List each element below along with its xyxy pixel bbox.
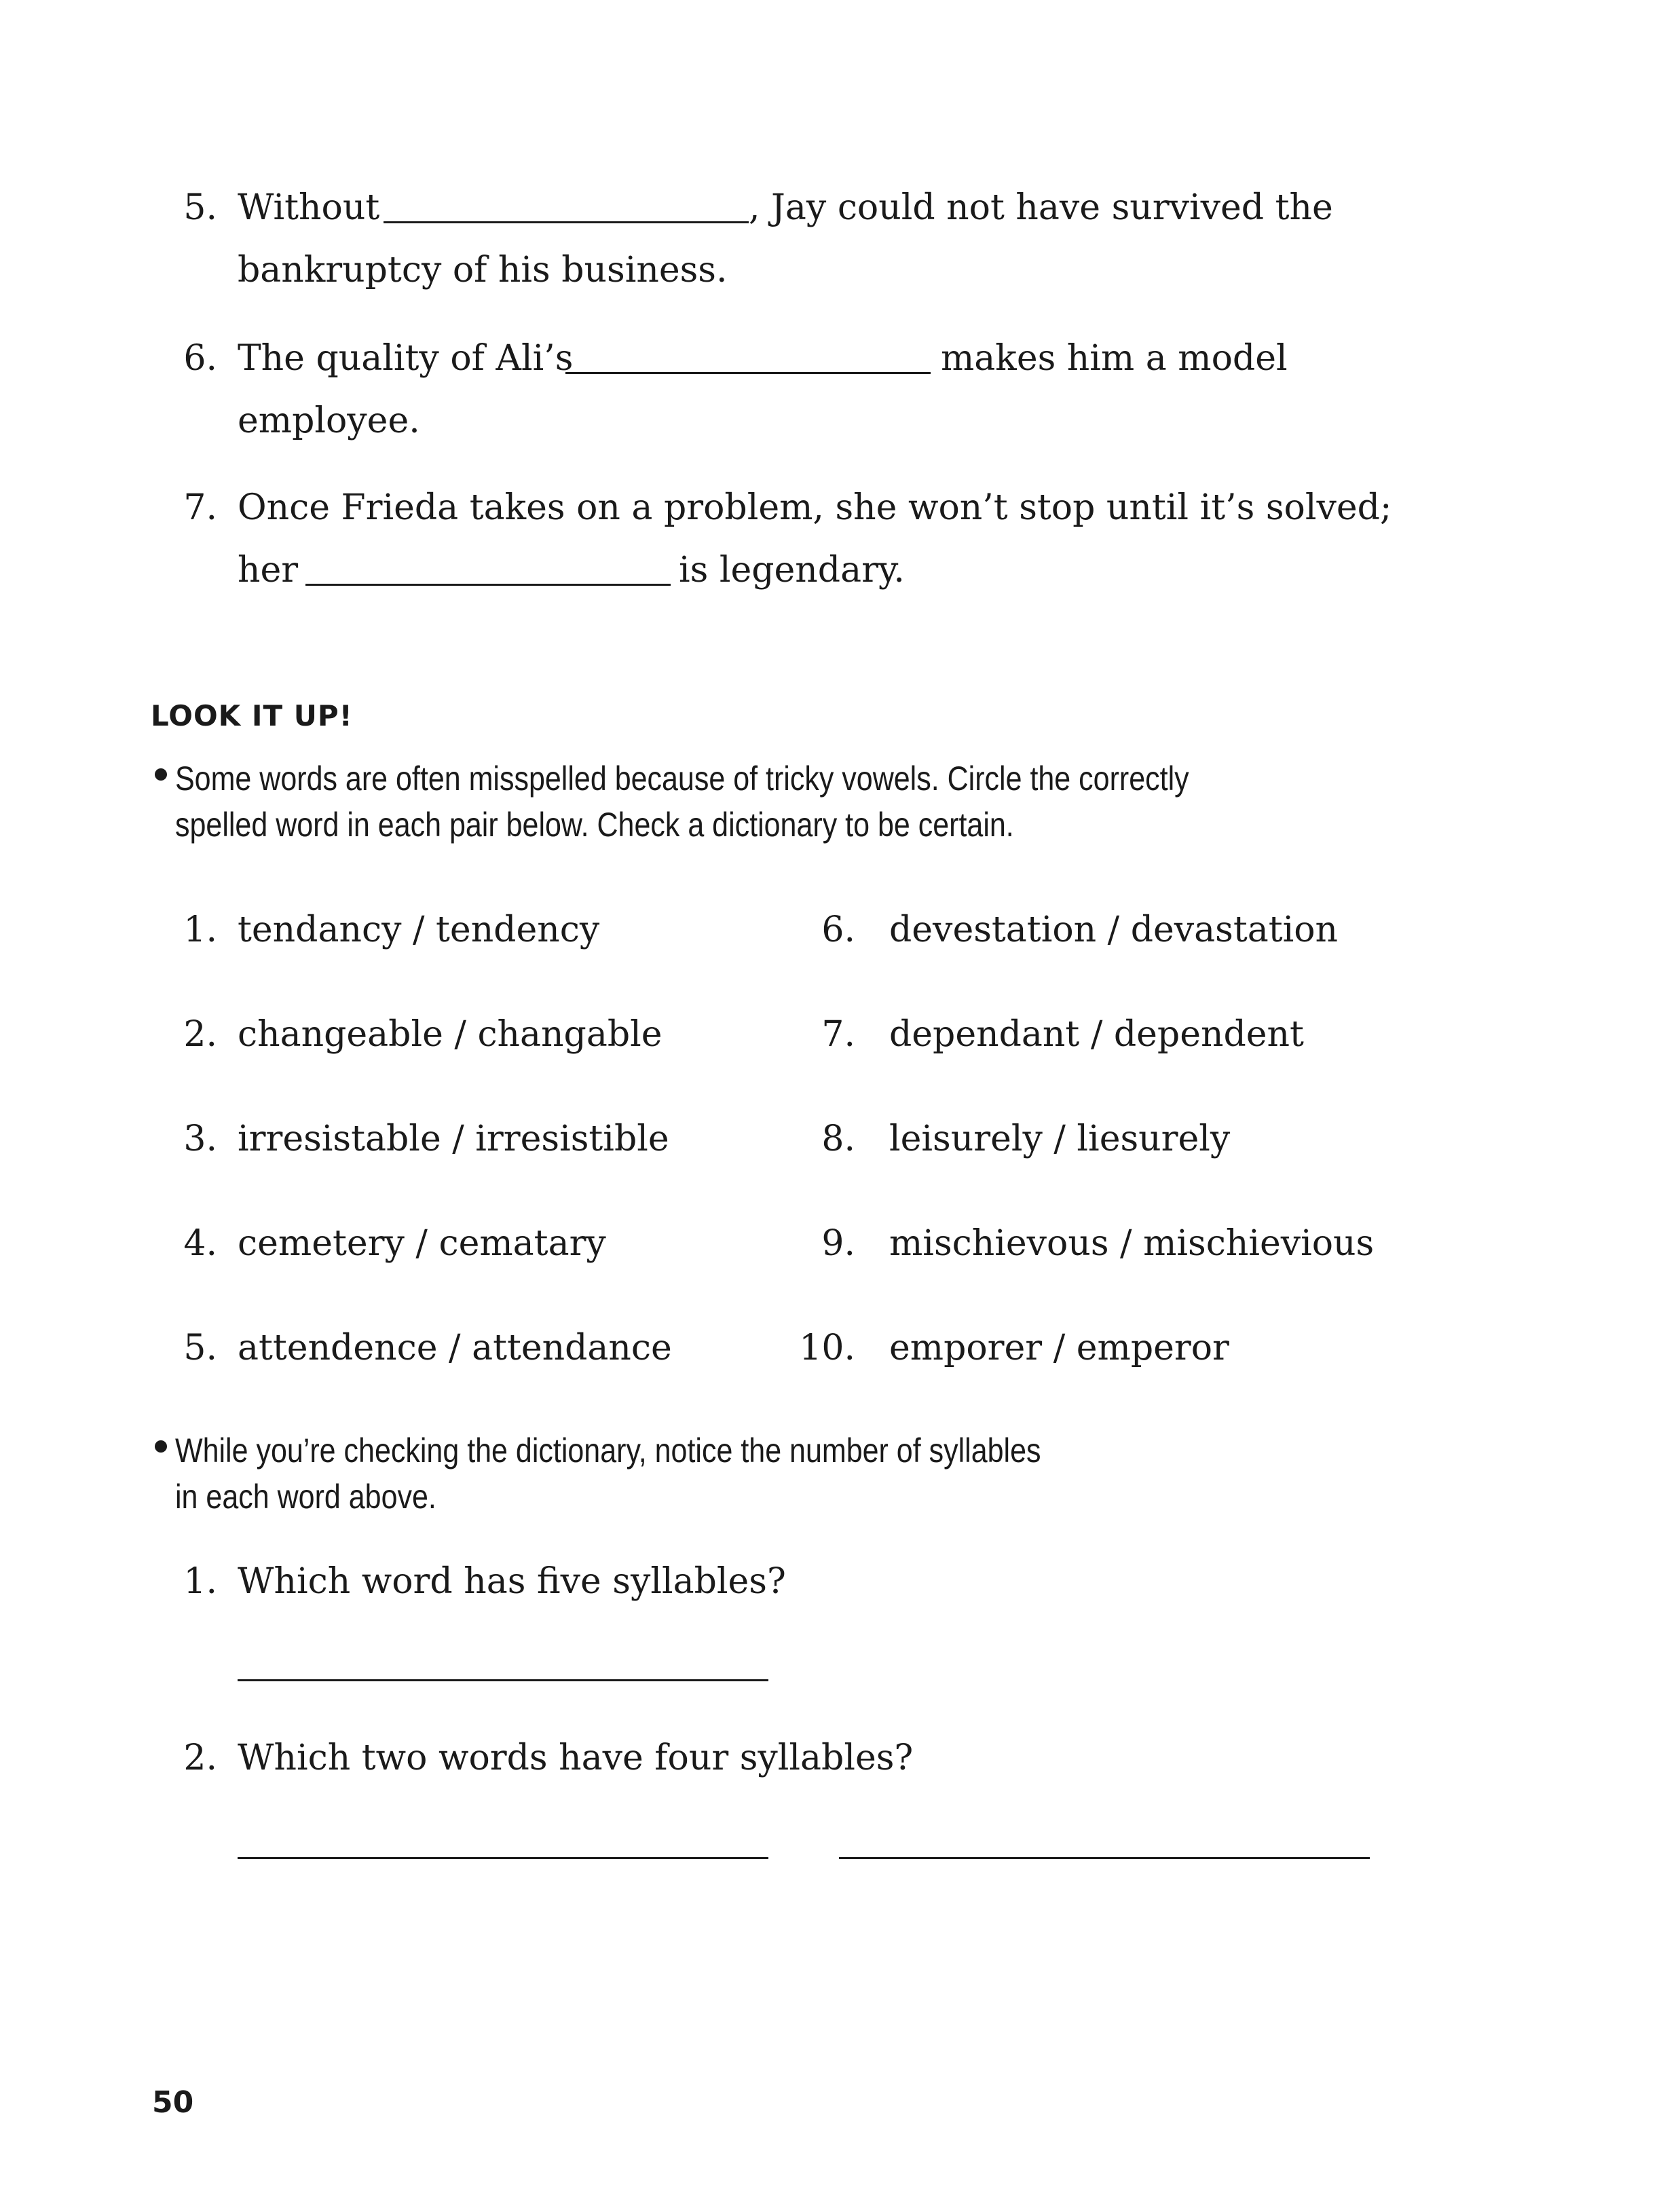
answer-blank[interactable]: [839, 1857, 1370, 1859]
sentence-number: 5.: [183, 187, 217, 228]
answer-blank[interactable]: [305, 584, 671, 586]
word-pair-number: 1.: [183, 910, 217, 950]
word-pair[interactable]: attendence / attendance: [238, 1328, 672, 1368]
sentence-text: employee.: [238, 400, 420, 441]
word-pair[interactable]: changeable / changable: [238, 1014, 662, 1055]
question-text: Which word has five syllables?: [238, 1561, 786, 1602]
word-pair-number: 3.: [183, 1119, 217, 1159]
bullet-icon: [155, 1440, 167, 1453]
sentence-number: 7.: [183, 487, 217, 528]
instruction-text: spelled word in each pair below. Check a dictionary to be certain.: [175, 806, 1014, 844]
instruction-text: While you’re checking the dictionary, notice the number of syllables: [175, 1432, 1041, 1470]
word-pair-number: 9.: [821, 1223, 855, 1264]
word-pair-number: 2.: [183, 1014, 217, 1055]
sentence-text: Without: [238, 187, 380, 228]
sentence-text: Once Frieda takes on a problem, she won’t stop until it’s solved;: [238, 487, 1392, 528]
answer-blank[interactable]: [238, 1857, 768, 1859]
word-pair[interactable]: leisurely / liesurely: [889, 1119, 1231, 1159]
word-pair[interactable]: emporer / emperor: [889, 1328, 1229, 1368]
word-pair-number: 7.: [821, 1014, 855, 1055]
question-number: 1.: [183, 1561, 217, 1602]
question-text: Which two words have four syllables?: [238, 1738, 914, 1778]
word-pair[interactable]: tendancy / tendency: [238, 910, 600, 950]
instruction-text: Some words are often misspelled because of tricky vowels. Circle the correctly: [175, 760, 1189, 798]
sentence-text: , Jay could not have survived the: [749, 187, 1333, 228]
sentence-text: makes him a model: [941, 338, 1288, 379]
word-pair[interactable]: devestation / devastation: [889, 910, 1339, 950]
section-heading: LOOK IT UP!: [151, 699, 353, 732]
page-number: 50: [152, 2085, 194, 2120]
sentence-text: is legendary.: [679, 550, 905, 591]
answer-blank[interactable]: [565, 372, 931, 374]
word-pair[interactable]: irresistable / irresistible: [238, 1119, 669, 1159]
sentence-text: her: [238, 550, 299, 591]
word-pair-number: 6.: [821, 910, 855, 950]
word-pair[interactable]: mischievous / mischievious: [889, 1223, 1375, 1264]
word-pair-number: 10.: [799, 1328, 855, 1368]
answer-blank[interactable]: [238, 1679, 768, 1681]
word-pair-number: 8.: [821, 1119, 855, 1159]
bullet-icon: [155, 768, 167, 781]
sentence-text: The quality of Ali’s: [238, 338, 574, 379]
answer-blank[interactable]: [384, 221, 749, 223]
word-pair[interactable]: cemetery / cematary: [238, 1223, 606, 1264]
word-pair-number: 5.: [183, 1328, 217, 1368]
instruction-text: in each word above.: [175, 1478, 436, 1516]
word-pair-number: 4.: [183, 1223, 217, 1264]
sentence-number: 6.: [183, 338, 217, 379]
word-pair[interactable]: dependant / dependent: [889, 1014, 1304, 1055]
question-number: 2.: [183, 1738, 217, 1778]
sentence-text: bankruptcy of his business.: [238, 250, 728, 291]
